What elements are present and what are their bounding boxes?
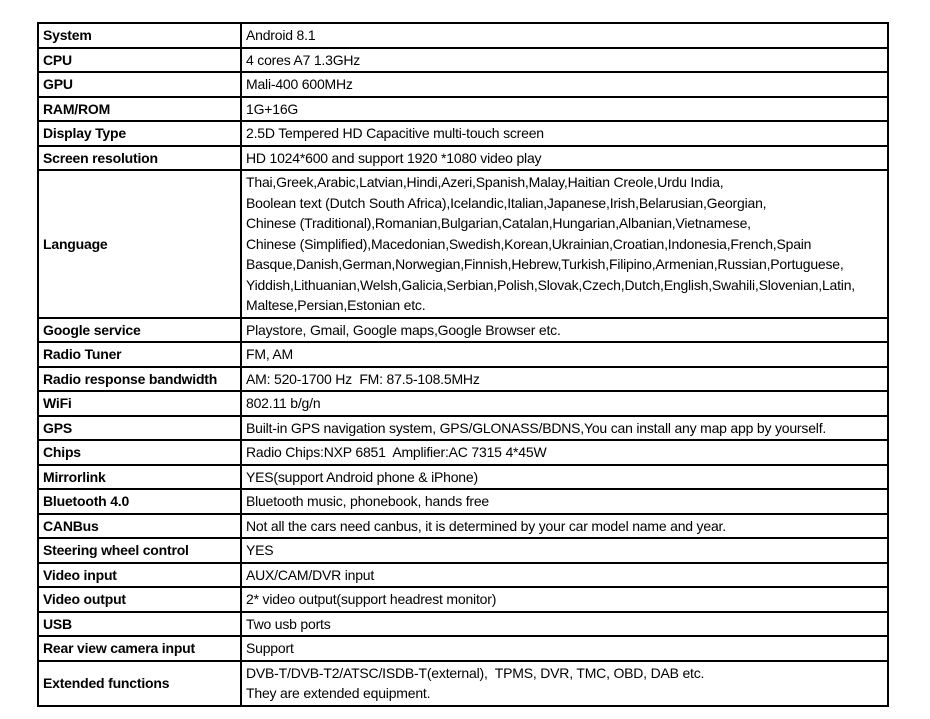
spec-value-line: Chinese (Traditional),Romanian,Bulgarian,Catalan,Hungarian,Albanian,Vietnamese, (246, 215, 751, 231)
spec-value (241, 146, 888, 171)
spec-value (241, 416, 888, 441)
spec-label: Radio Tuner (38, 342, 241, 367)
spec-value (241, 661, 888, 706)
spec-value-line: Boolean text (Dutch South Africa),Icelandic,Italian,Japanese,Irish,Belarusian,Georgian, (246, 194, 767, 211)
spec-value (241, 72, 888, 97)
spec-label: Video input (38, 563, 241, 588)
spec-value-line: AM: 520-1700 Hz FM: 87.5-108.5MHz (246, 370, 480, 387)
spec-label: CPU (38, 48, 241, 73)
spec-value-line: YES (246, 542, 274, 558)
spec-row-radio-tuner (38, 342, 888, 367)
spec-label: Video output (38, 587, 241, 612)
spec-label: System (38, 23, 241, 48)
spec-table-body (38, 23, 888, 706)
spec-value (241, 48, 888, 73)
spec-value (241, 170, 888, 318)
spec-row-screen-resolution (38, 146, 888, 171)
spec-row-google-service (38, 318, 888, 343)
spec-value-line: Built-in GPS navigation system, GPS/GLONASS/BDNS,You can install any map app by yourself. (246, 419, 827, 436)
spec-value-line: Mali-400 600MHz (246, 76, 353, 92)
spec-value-line: 1G+16G (246, 100, 299, 117)
spec-row-steering-wheel-control (38, 538, 888, 563)
spec-label: Display Type (38, 121, 241, 146)
spec-value-line: Thai,Greek,Arabic,Latvian,Hindi,Azeri,Spanish,Malay,Haitian Creole,Urdu India, (246, 174, 724, 190)
spec-value-line: Radio Chips:NXP 6851 Amplifier:AC 7315 4*45W (246, 444, 547, 460)
spec-row-display-type (38, 121, 888, 146)
spec-value (241, 391, 888, 416)
spec-value-line: Yiddish,Lithuanian,Welsh,Galicia,Serbian,Polish,Slovak,Czech,Dutch,English,Swahili,Slovenian,Latin, (246, 276, 855, 293)
spec-row-rear-view-camera-input (38, 636, 888, 661)
spec-value-line: AUX/CAM/DVR input (246, 566, 375, 583)
spec-value-line: HD 1024*600 and support 1920 *1080 video play (246, 149, 542, 166)
spec-row-video-input (38, 563, 888, 588)
spec-row-gpu (38, 72, 888, 97)
spec-row-chips (38, 440, 888, 465)
spec-row-video-output (38, 587, 888, 612)
spec-value-line: Support (246, 640, 294, 656)
spec-label: USB (38, 612, 241, 637)
spec-label: Extended functions (38, 661, 241, 706)
spec-value-line: Maltese,Persian,Estonian etc. (246, 297, 426, 313)
spec-row-cpu (38, 48, 888, 73)
spec-label: GPU (38, 72, 241, 97)
spec-label: Google service (38, 318, 241, 343)
spec-label: Bluetooth 4.0 (38, 489, 241, 514)
spec-value (241, 514, 888, 539)
spec-row-radio-response-bandwidth (38, 367, 888, 392)
spec-value-line: Playstore, Gmail, Google maps,Google Browser etc. (246, 321, 561, 338)
spec-row-mirrorlink (38, 465, 888, 490)
spec-label: CANBus (38, 514, 241, 539)
spec-value (241, 538, 888, 563)
spec-label: Steering wheel control (38, 538, 241, 563)
spec-row-usb (38, 612, 888, 637)
spec-label: RAM/ROM (38, 97, 241, 122)
spec-value-line: 2.5D Tempered HD Capacitive multi-touch screen (246, 125, 544, 141)
spec-value-line: Basque,Danish,German,Norwegian,Finnish,Hebrew,Turkish,Filipino,Armenian,Russian,Portuguese, (246, 256, 844, 272)
spec-row-gps (38, 416, 888, 441)
spec-table (37, 22, 889, 707)
spec-row-language (38, 170, 888, 318)
spec-label: Rear view camera input (38, 636, 241, 661)
spec-value (241, 489, 888, 514)
spec-value (241, 367, 888, 392)
spec-value-line: YES(support Android phone & iPhone) (246, 468, 478, 485)
spec-row-canbus (38, 514, 888, 539)
spec-label: Chips (38, 440, 241, 465)
spec-label: Mirrorlink (38, 465, 241, 490)
spec-value-line: They are extended equipment. (246, 685, 431, 701)
spec-value (241, 440, 888, 465)
spec-value (241, 342, 888, 367)
spec-value (241, 587, 888, 612)
spec-row-bluetooth-4-0 (38, 489, 888, 514)
spec-value (241, 121, 888, 146)
spec-value (241, 97, 888, 122)
spec-label: Screen resolution (38, 146, 241, 171)
spec-label: Radio response bandwidth (38, 367, 241, 392)
spec-label: Language (38, 170, 241, 318)
spec-label: WiFi (38, 391, 241, 416)
spec-value-line: Not all the cars need canbus, it is determined by your car model name and year. (246, 517, 726, 534)
spec-row-wifi (38, 391, 888, 416)
spec-value (241, 465, 888, 490)
spec-value (241, 318, 888, 343)
spec-value (241, 612, 888, 637)
spec-value-line: 4 cores A7 1.3GHz (246, 51, 361, 68)
spec-label: GPS (38, 416, 241, 441)
spec-value (241, 563, 888, 588)
spec-value-line: Two usb ports (246, 615, 331, 632)
spec-row-extended-functions (38, 661, 888, 706)
spec-value-line: Bluetooth music, phonebook, hands free (246, 493, 490, 509)
spec-row-system (38, 23, 888, 48)
spec-value-line: FM, AM (246, 346, 294, 362)
spec-row-ram-rom (38, 97, 888, 122)
spec-value-line: DVB-T/DVB-T2/ATSC/ISDB-T(external), TPMS, DVR, TMC, OBD, DAB etc. (246, 664, 705, 681)
spec-value (241, 23, 888, 48)
spec-value-line: Android 8.1 (246, 27, 316, 43)
spec-value-line: Chinese (Simplified),Macedonian,Swedish,Korean,Ukrainian,Croatian,Indonesia,French,Spain (246, 235, 812, 252)
spec-value (241, 636, 888, 661)
spec-value-line: 802.11 b/g/n (246, 395, 321, 411)
spec-value-line: 2* video output(support headrest monitor) (246, 591, 497, 607)
